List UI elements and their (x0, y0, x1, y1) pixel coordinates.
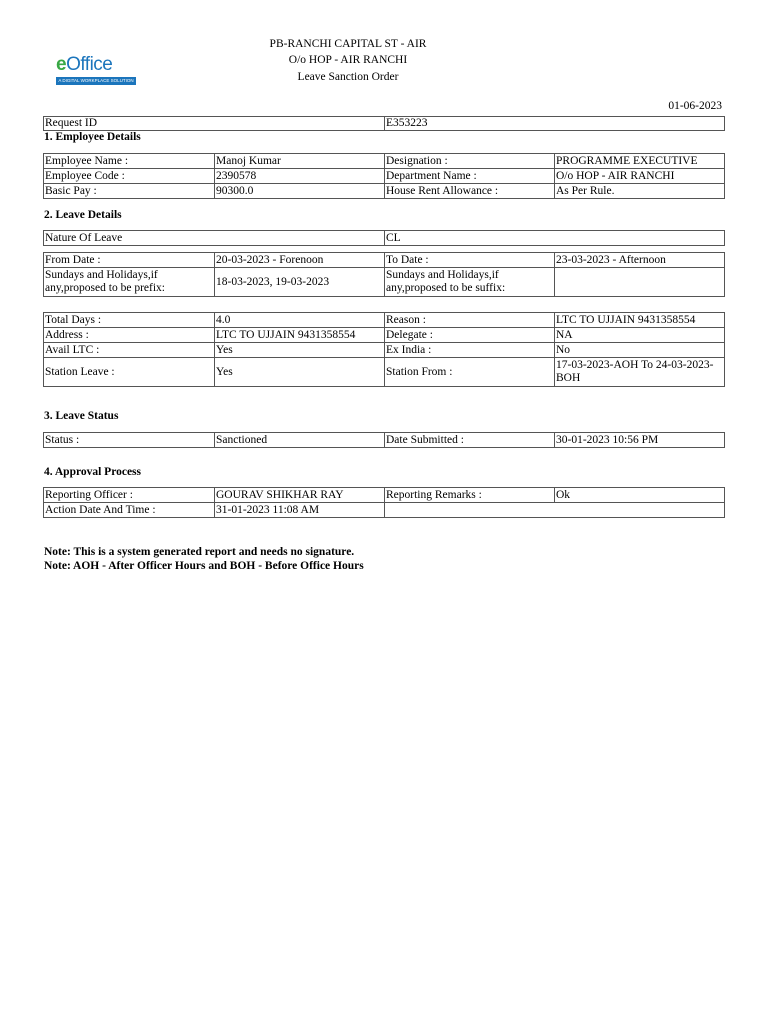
reporting-officer-value: GOURAV SHIKHAR RAY (215, 488, 385, 503)
employee-name-label: Employee Name : (44, 154, 215, 169)
avail-ltc-label: Avail LTC : (44, 343, 215, 358)
avail-ltc-value: Yes (215, 343, 385, 358)
date-submitted-label: Date Submitted : (385, 433, 555, 448)
prefix-holidays-label: Sundays and Holidays,if any,proposed to be prefix: (44, 268, 215, 297)
section-approval-process: 4. Approval Process (44, 466, 142, 478)
action-date-label: Action Date And Time : (44, 503, 215, 518)
station-from-label: Station From : (385, 358, 555, 387)
department-value: O/o HOP - AIR RANCHI (555, 169, 725, 184)
total-days-label: Total Days : (44, 313, 215, 328)
employee-code-label: Employee Code : (44, 169, 215, 184)
to-date-label: To Date : (385, 253, 555, 268)
eoffice-logo (56, 56, 136, 86)
section-employee-details: 1. Employee Details (44, 131, 141, 143)
leave-dates-table (43, 252, 725, 297)
section-leave-status: 3. Leave Status (44, 410, 119, 422)
station-from-value: 17-03-2023-AOH To 24-03-2023-BOH (555, 358, 725, 387)
basic-pay-value: 90300.0 (215, 184, 385, 199)
office-name: O/o HOP - AIR RANCHI (288, 54, 408, 66)
reporting-officer-label: Reporting Officer : (44, 488, 215, 503)
from-date-value: 20-03-2023 - Forenoon (215, 253, 385, 268)
reporting-remarks-value: Ok (555, 488, 725, 503)
reporting-remarks-label: Reporting Remarks : (385, 488, 555, 503)
employee-table (43, 153, 725, 199)
hra-label: House Rent Allowance : (385, 184, 555, 199)
hra-value: As Per Rule. (555, 184, 725, 199)
request-id-value: E353223 (385, 117, 725, 131)
date-submitted-value: 30-01-2023 10:56 PM (555, 433, 725, 448)
nature-of-leave-value: CL (385, 231, 725, 246)
nature-of-leave-label: Nature Of Leave (44, 231, 385, 246)
suffix-holidays-value (555, 268, 725, 297)
suffix-holidays-label: Sundays and Holidays,if any,proposed to be suffix: (385, 268, 555, 297)
to-date-value: 23-03-2023 - Afternoon (555, 253, 725, 268)
reason-value: LTC TO UJJAIN 9431358554 (555, 313, 725, 328)
status-table (43, 432, 725, 448)
from-date-label: From Date : (44, 253, 215, 268)
delegate-label: Delegate : (385, 328, 555, 343)
ex-india-value: No (555, 343, 725, 358)
station-leave-value: Yes (215, 358, 385, 387)
logo-wordmark: eOffice (56, 54, 113, 75)
employee-code-value: 2390578 (215, 169, 385, 184)
employee-name-value: Manoj Kumar (215, 154, 385, 169)
designation-label: Designation : (385, 154, 555, 169)
logo-tagline: A DIGITAL WORKPLACE SOLUTION (56, 77, 136, 85)
report-date: 01-06-2023 (668, 100, 722, 112)
department-label: Department Name : (385, 169, 555, 184)
prefix-holidays-value: 18-03-2023, 19-03-2023 (215, 268, 385, 297)
delegate-value: NA (555, 328, 725, 343)
section-leave-details: 2. Leave Details (44, 209, 122, 221)
document-title: Leave Sanction Order (297, 71, 399, 83)
designation-value: PROGRAMME EXECUTIVE (555, 154, 725, 169)
status-value: Sanctioned (215, 433, 385, 448)
note-signature: Note: This is a system generated report and needs no signature. (44, 546, 355, 558)
address-label: Address : (44, 328, 215, 343)
note-aoh-boh: Note: AOH - After Officer Hours and BOH - Before Office Hours (44, 560, 364, 572)
org-name: PB-RANCHI CAPITAL ST - AIR (269, 38, 427, 50)
station-leave-label: Station Leave : (44, 358, 215, 387)
approval-table (43, 487, 725, 518)
action-date-value: 31-01-2023 11:08 AM (215, 503, 385, 518)
approval-empty-cell (385, 503, 725, 518)
basic-pay-label: Basic Pay : (44, 184, 215, 199)
ex-india-label: Ex India : (385, 343, 555, 358)
total-days-value: 4.0 (215, 313, 385, 328)
request-id-label: Request ID (44, 117, 385, 131)
status-label: Status : (44, 433, 215, 448)
nature-table (43, 230, 725, 246)
leave-info-table (43, 312, 725, 387)
request-table (43, 116, 725, 131)
address-value: LTC TO UJJAIN 9431358554 (215, 328, 385, 343)
reason-label: Reason : (385, 313, 555, 328)
